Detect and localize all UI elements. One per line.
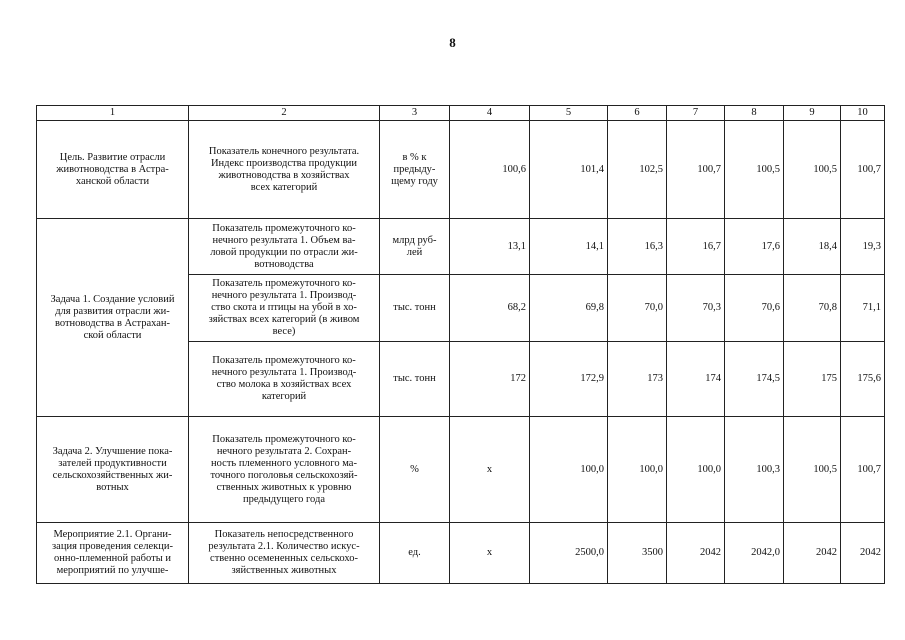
value-cell: 100,6 bbox=[450, 121, 530, 219]
value-cell: 13,1 bbox=[450, 219, 530, 275]
table-row bbox=[37, 417, 885, 523]
header-cell: 8 bbox=[725, 106, 784, 121]
value-cell: 2042 bbox=[667, 523, 725, 584]
value-cell: х bbox=[450, 523, 530, 584]
value-cell: 70,6 bbox=[725, 275, 784, 342]
header-cell: 5 bbox=[530, 106, 608, 121]
value-cell: 70,0 bbox=[608, 275, 667, 342]
value-cell: 172,9 bbox=[530, 342, 608, 417]
value-cell: 100,7 bbox=[667, 121, 725, 219]
header-cell: 10 bbox=[841, 106, 885, 121]
table-row bbox=[37, 523, 885, 584]
goal-cell: Цель. Развитие отрасли животноводства в Астра- ханской области bbox=[37, 121, 189, 219]
value-cell: 3500 bbox=[608, 523, 667, 584]
value-cell: 175,6 bbox=[841, 342, 885, 417]
table-row bbox=[37, 121, 885, 219]
value-cell: 19,3 bbox=[841, 219, 885, 275]
value-cell: 70,3 bbox=[667, 275, 725, 342]
header-cell: 4 bbox=[450, 106, 530, 121]
header-cell: 2 bbox=[189, 106, 380, 121]
value-cell: 70,8 bbox=[784, 275, 841, 342]
value-cell: 18,4 bbox=[784, 219, 841, 275]
goal-cell: Мероприятие 2.1. Органи- зация проведения селекци- онно-племенной работы и мероприятий по улучше- bbox=[37, 523, 189, 584]
value-cell: 175 bbox=[784, 342, 841, 417]
value-cell: 174 bbox=[667, 342, 725, 417]
value-cell: 2042 bbox=[841, 523, 885, 584]
value-cell: 100,7 bbox=[841, 121, 885, 219]
indicator-cell: Показатель промежуточного ко- нечного результата 1. Производ- ство молока в хозяйствах всех категорий bbox=[189, 342, 380, 417]
unit-cell: % bbox=[380, 417, 450, 523]
value-cell: 71,1 bbox=[841, 275, 885, 342]
value-cell: 100,5 bbox=[784, 121, 841, 219]
value-cell: 16,3 bbox=[608, 219, 667, 275]
value-cell: 69,8 bbox=[530, 275, 608, 342]
value-cell: 172 bbox=[450, 342, 530, 417]
value-cell: 2500,0 bbox=[530, 523, 608, 584]
value-cell: 100,0 bbox=[608, 417, 667, 523]
value-cell: 100,5 bbox=[784, 417, 841, 523]
value-cell: 100,5 bbox=[725, 121, 784, 219]
unit-cell: в % к предыду- щему году bbox=[380, 121, 450, 219]
page-number: 8 bbox=[449, 35, 456, 50]
value-cell: 68,2 bbox=[450, 275, 530, 342]
header-cell: 9 bbox=[784, 106, 841, 121]
indicator-cell: Показатель конечного результата. Индекс производства продукции животноводства в хозяйствах всех категорий bbox=[189, 121, 380, 219]
header-cell: 1 bbox=[37, 106, 189, 121]
unit-cell: тыс. тонн bbox=[380, 342, 450, 417]
value-cell: 100,3 bbox=[725, 417, 784, 523]
indicator-cell: Показатель промежуточного ко- нечного результата 2. Сохран- ность племенного условного ма- точного поголовья сельскохозяй- ственных животных к уровню предыдущего года bbox=[189, 417, 380, 523]
header-cell: 7 bbox=[667, 106, 725, 121]
goal-cell: Задача 1. Создание условий для развития отрасли жи- вотноводства в Астрахан- ской области bbox=[37, 219, 189, 417]
table-row bbox=[37, 219, 885, 275]
indicator-cell: Показатель непосредственного результата 2.1. Количество искус- ственно осемененных сельскохо- зяйственных животных bbox=[189, 523, 380, 584]
goal-cell: Задача 2. Улучшение пока- зателей продуктивности сельскохозяйственных жи- вотных bbox=[37, 417, 189, 523]
header-cell: 3 bbox=[380, 106, 450, 121]
value-cell: 2042 bbox=[784, 523, 841, 584]
value-cell: х bbox=[450, 417, 530, 523]
unit-cell: ед. bbox=[380, 523, 450, 584]
value-cell: 100,0 bbox=[530, 417, 608, 523]
value-cell: 16,7 bbox=[667, 219, 725, 275]
value-cell: 100,7 bbox=[841, 417, 885, 523]
indicator-cell: Показатель промежуточного ко- нечного результата 1. Производ- ство скота и птицы на убой в хо- зяйствах всех категорий (в живом весе) bbox=[189, 275, 380, 342]
value-cell: 174,5 bbox=[725, 342, 784, 417]
value-cell: 101,4 bbox=[530, 121, 608, 219]
value-cell: 17,6 bbox=[725, 219, 784, 275]
value-cell: 2042,0 bbox=[725, 523, 784, 584]
unit-cell: тыс. тонн bbox=[380, 275, 450, 342]
indicator-cell: Показатель промежуточного ко- нечного результата 1. Объем ва- ловой продукции по отрасли жи- вотноводства bbox=[189, 219, 380, 275]
value-cell: 102,5 bbox=[608, 121, 667, 219]
value-cell: 100,0 bbox=[667, 417, 725, 523]
unit-cell: млрд руб- лей bbox=[380, 219, 450, 275]
header-cell: 6 bbox=[608, 106, 667, 121]
indicators-table bbox=[36, 105, 885, 584]
value-cell: 173 bbox=[608, 342, 667, 417]
table-header-row bbox=[37, 106, 885, 121]
value-cell: 14,1 bbox=[530, 219, 608, 275]
